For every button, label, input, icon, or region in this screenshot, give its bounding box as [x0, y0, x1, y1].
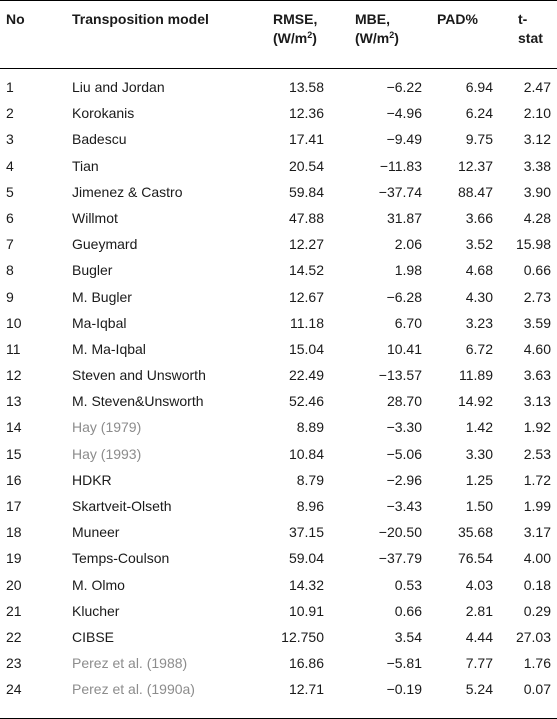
- cell-no: 1: [6, 79, 14, 95]
- header-pad: PAD%: [437, 11, 478, 27]
- cell-mbe: 2.06: [394, 236, 422, 253]
- cell-t-stat: 4.00: [523, 550, 551, 567]
- cell-rmse: 11.18: [290, 314, 324, 331]
- cell-t-stat: 3.38: [523, 157, 551, 174]
- cell-no: 23: [6, 655, 22, 672]
- cell-no: 2: [6, 105, 14, 122]
- cell-rmse: 8.96: [296, 498, 324, 514]
- cell-mbe: −3.30: [386, 419, 422, 436]
- cell-model: Tian: [72, 157, 99, 174]
- cell-mbe: −11.83: [379, 157, 422, 174]
- cell-rmse: 59.04: [288, 550, 324, 567]
- cell-t-stat: 0.07: [523, 681, 551, 698]
- cell-t-stat: 1.72: [523, 471, 551, 488]
- cell-t-stat: 2.10: [523, 105, 551, 122]
- cell-pad: 3.30: [465, 445, 493, 462]
- cell-pad: 11.89: [459, 367, 493, 384]
- table-row: [0, 593, 557, 619]
- cell-t-stat: 4.60: [523, 340, 551, 357]
- cell-no: 8: [6, 262, 14, 279]
- table-row: [0, 514, 557, 540]
- cell-rmse: 14.32: [288, 576, 324, 593]
- cell-no: 7: [6, 236, 14, 253]
- cell-model: Korokanis: [72, 105, 135, 122]
- cell-mbe: −5.81: [386, 655, 422, 672]
- cell-t-stat: 3.12: [523, 131, 551, 148]
- cell-rmse: 20.54: [288, 157, 324, 174]
- cell-model: M. Bugler: [72, 288, 132, 305]
- cell-pad: 35.68: [457, 524, 493, 541]
- cell-model: Klucher: [72, 602, 120, 619]
- cell-pad: 3.52: [465, 236, 493, 253]
- header-no: No: [6, 11, 25, 27]
- table-row: [0, 619, 557, 645]
- cell-model: Jimenez & Castro: [72, 183, 183, 200]
- cell-no: 18: [6, 524, 22, 541]
- table-row: [0, 121, 557, 147]
- cell-t-stat: 0.66: [523, 262, 551, 279]
- cell-model: Perez et al. (1990a): [72, 681, 195, 698]
- cell-no: 15: [6, 445, 22, 462]
- cell-no: 11: [6, 340, 21, 357]
- cell-mbe: −5.06: [386, 445, 422, 462]
- cell-no: 21: [6, 602, 22, 619]
- cell-model: Ma-Iqbal: [72, 314, 127, 331]
- cell-mbe: −37.79: [378, 550, 422, 567]
- cell-model: Hay (1979): [72, 419, 142, 436]
- table-row: [0, 462, 557, 488]
- cell-rmse: 10.91: [288, 602, 324, 619]
- cell-pad: 4.44: [465, 628, 493, 645]
- table-row: [0, 95, 557, 121]
- cell-no: 22: [6, 628, 22, 645]
- header-mbe-unit-pre: (W/m: [355, 30, 390, 46]
- cell-no: 20: [6, 576, 22, 593]
- cell-mbe: 0.53: [394, 576, 422, 593]
- cell-rmse: 8.89: [296, 419, 324, 436]
- table-row: [0, 436, 557, 462]
- cell-rmse: 12.71: [288, 681, 324, 698]
- cell-t-stat: 1.99: [523, 498, 551, 514]
- table-row: [0, 409, 557, 435]
- table-row: [0, 305, 557, 331]
- cell-pad: 4.03: [465, 576, 493, 593]
- cell-t-stat: 1.92: [523, 419, 551, 436]
- cell-pad: 7.77: [465, 655, 493, 672]
- cell-pad: 1.50: [465, 498, 493, 514]
- cell-model: Temps-Coulson: [72, 550, 170, 567]
- table-row: [0, 645, 557, 671]
- cell-no: 16: [6, 471, 22, 488]
- cell-no: 14: [6, 419, 22, 436]
- table-row: [0, 567, 557, 593]
- cell-t-stat: 3.17: [523, 524, 551, 541]
- cell-mbe: −20.50: [378, 524, 422, 541]
- cell-t-stat: 2.47: [523, 79, 551, 95]
- header-mbe-unit-post: ): [394, 30, 399, 46]
- cell-model: Muneer: [72, 524, 120, 541]
- cell-pad: 1.25: [465, 471, 493, 488]
- cell-rmse: 15.04: [288, 340, 324, 357]
- cell-pad: 88.47: [457, 183, 493, 200]
- table-row: [0, 488, 557, 514]
- cell-rmse: 8.79: [296, 471, 324, 488]
- cell-rmse: 16.86: [288, 655, 324, 672]
- cell-rmse: 37.15: [288, 524, 324, 541]
- cell-rmse: 47.88: [288, 209, 324, 226]
- table-row: [0, 671, 557, 697]
- header-rmse-unit-post: ): [312, 30, 317, 46]
- cell-rmse: 13.58: [288, 79, 324, 95]
- cell-t-stat: 15.98: [515, 236, 551, 253]
- cell-model: Steven and Unsworth: [72, 367, 206, 384]
- cell-no: 12: [6, 367, 22, 384]
- cell-model: Gueymard: [72, 236, 138, 253]
- cell-pad: 3.66: [465, 209, 493, 226]
- table-row: [0, 200, 557, 226]
- cell-model: Perez et al. (1988): [72, 655, 188, 672]
- table-row: [0, 148, 557, 174]
- cell-no: 6: [6, 209, 14, 226]
- cell-pad: 6.72: [465, 340, 493, 357]
- cell-model: Liu and Jordan: [72, 79, 165, 95]
- table-row: [0, 252, 557, 278]
- table-row: [0, 331, 557, 357]
- cell-mbe: 10.41: [386, 340, 422, 357]
- cell-mbe: 1.98: [394, 262, 422, 279]
- cell-t-stat: 4.28: [523, 209, 551, 226]
- cell-rmse: 10.84: [288, 445, 324, 462]
- table-row: [0, 226, 557, 252]
- cell-no: 17: [6, 498, 22, 514]
- cell-t-stat: 27.03: [515, 628, 551, 645]
- cell-model: Willmot: [72, 209, 118, 226]
- table-row: [0, 383, 557, 409]
- cell-pad: 2.81: [465, 602, 493, 619]
- cell-t-stat: 2.53: [523, 445, 551, 462]
- cell-model: Badescu: [72, 131, 127, 148]
- cell-no: 3: [6, 131, 14, 148]
- cell-pad: 14.92: [457, 393, 493, 410]
- header-rmse-unit-sup: 2: [307, 30, 313, 40]
- cell-pad: 6.24: [465, 105, 493, 122]
- cell-mbe: 3.54: [394, 628, 422, 645]
- cell-pad: 6.94: [465, 79, 493, 95]
- cell-mbe: −4.96: [386, 105, 422, 122]
- cell-model: M. Olmo: [72, 576, 125, 593]
- cell-mbe: −6.22: [386, 79, 422, 95]
- cell-no: 5: [6, 183, 14, 200]
- header-mbe-unit-sup: 2: [389, 30, 395, 40]
- header-t-stat: [518, 10, 543, 48]
- header-mbe: [355, 10, 399, 48]
- table-row: [0, 69, 557, 95]
- table-row: [0, 174, 557, 200]
- cell-mbe: 31.87: [386, 209, 422, 226]
- header-mbe-line1: MBE,: [355, 11, 390, 27]
- cell-pad: 4.30: [465, 288, 493, 305]
- cell-model: M. Steven&Unsworth: [72, 393, 204, 410]
- cell-model: Hay (1993): [72, 445, 142, 462]
- cell-t-stat: 3.63: [523, 367, 551, 384]
- header-rmse-unit-pre: (W/m: [273, 30, 308, 46]
- header-transposition-model: Transposition model: [72, 11, 209, 27]
- cell-mbe: −3.43: [386, 498, 422, 514]
- cell-rmse: 12.750: [281, 628, 324, 645]
- cell-mbe: −6.28: [386, 288, 422, 305]
- cell-mbe: −37.74: [378, 183, 422, 200]
- header-rmse-line1: RMSE,: [273, 11, 318, 27]
- cell-pad: 5.24: [465, 681, 493, 698]
- cell-mbe: −9.49: [386, 131, 422, 148]
- cell-mbe: 6.70: [394, 314, 422, 331]
- header-t-stat-line2: stat: [518, 30, 543, 46]
- cell-rmse: 17.41: [288, 131, 324, 148]
- cell-mbe: −2.96: [386, 471, 422, 488]
- cell-t-stat: 3.59: [523, 314, 551, 331]
- cell-t-stat: 3.13: [523, 393, 551, 410]
- cell-pad: 9.75: [465, 131, 493, 148]
- cell-rmse: 12.36: [288, 105, 324, 122]
- cell-mbe: −13.57: [378, 367, 422, 384]
- cell-model: M. Ma-Iqbal: [72, 340, 146, 357]
- cell-rmse: 12.27: [288, 236, 324, 253]
- cell-t-stat: 0.29: [523, 602, 551, 619]
- cell-rmse: 22.49: [288, 367, 324, 384]
- cell-mbe: −0.19: [386, 681, 422, 698]
- cell-rmse: 14.52: [288, 262, 324, 279]
- cell-t-stat: 2.73: [523, 288, 551, 305]
- cell-mbe: 28.70: [386, 393, 422, 410]
- cell-pad: 1.42: [465, 419, 493, 436]
- cell-pad: 12.37: [457, 157, 493, 174]
- cell-model: CIBSE: [72, 628, 115, 645]
- table-body: [0, 69, 557, 698]
- cell-rmse: 59.84: [288, 183, 324, 200]
- cell-mbe: 0.66: [394, 602, 422, 619]
- cell-t-stat: 3.90: [523, 183, 551, 200]
- cell-no: 9: [6, 288, 14, 305]
- cell-no: 4: [6, 157, 14, 174]
- table-row: [0, 540, 557, 566]
- header-rmse: [273, 10, 317, 48]
- cell-no: 19: [6, 550, 22, 567]
- header-t-stat-line1: t-: [518, 11, 528, 27]
- cell-t-stat: 1.76: [523, 655, 551, 672]
- cell-model: Skartveit-Olseth: [72, 498, 172, 514]
- cell-pad: 4.68: [465, 262, 493, 279]
- cell-no: 24: [6, 681, 22, 698]
- cell-t-stat: 0.18: [523, 576, 551, 593]
- table-header-row: [0, 0, 557, 68]
- cell-no: 10: [6, 314, 22, 331]
- cell-rmse: 12.67: [288, 288, 324, 305]
- cell-model: HDKR: [72, 471, 112, 488]
- cell-no: 13: [6, 393, 22, 410]
- table-row: [0, 357, 557, 383]
- cell-pad: 76.54: [457, 550, 493, 567]
- cell-model: Bugler: [72, 262, 113, 279]
- cell-pad: 3.23: [465, 314, 493, 331]
- cell-rmse: 52.46: [288, 393, 324, 410]
- table-row: [0, 279, 557, 305]
